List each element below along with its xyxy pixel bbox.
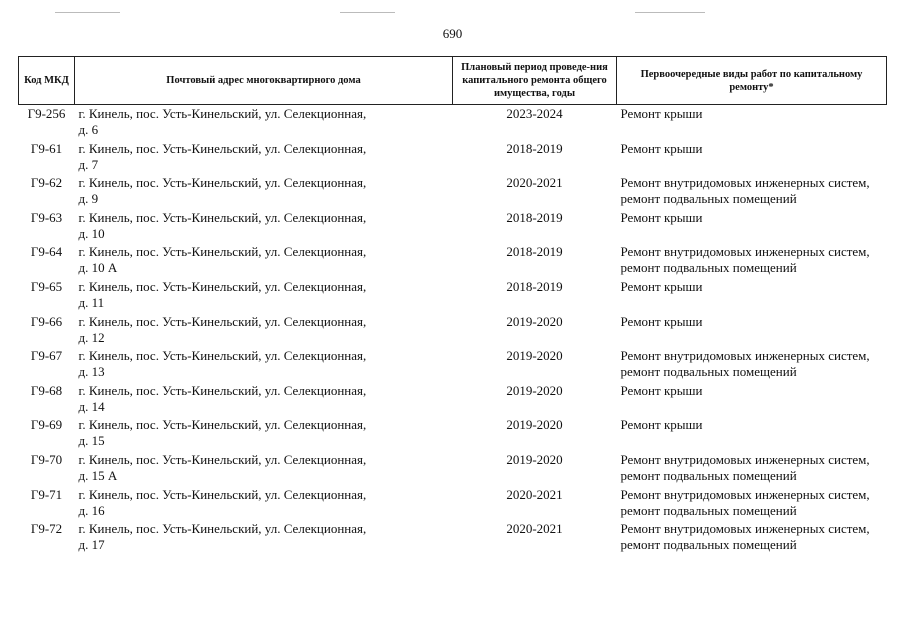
- scan-mark: [635, 12, 705, 13]
- table-row: [19, 210, 887, 245]
- cell-address: [75, 141, 453, 176]
- table-row: [19, 452, 887, 487]
- address-line: г. Кинель, пос. Усть-Кинельский, ул. Селекционная,: [78, 313, 367, 329]
- cell-period: 2018-2019: [506, 209, 563, 225]
- table-row: [19, 417, 887, 452]
- table-row: [19, 383, 887, 418]
- house-number: д. 9: [78, 191, 99, 207]
- header-period: Плановый период проведе-ния капитального ремонта общего имущества, годы: [453, 57, 617, 105]
- cell-period: 2020-2021: [506, 486, 563, 502]
- address-line: г. Кинель, пос. Усть-Кинельский, ул. Селекционная,: [78, 451, 367, 467]
- cell-code: Г9-65: [30, 278, 63, 294]
- cell-code: Г9-64: [30, 244, 63, 260]
- cell-code: Г9-62: [30, 175, 63, 191]
- cell-period: 2020-2021: [506, 175, 563, 191]
- address-line: г. Кинель, пос. Усть-Кинельский, ул. Селекционная,: [78, 278, 367, 294]
- table-row: [19, 348, 887, 383]
- header-code: Код МКД: [19, 57, 75, 105]
- cell-period: 2019-2020: [506, 313, 563, 329]
- cell-works: Ремонт внутридомовых инженерных систем, ремонт подвальных помещений: [620, 175, 870, 207]
- house-number: д. 6: [78, 122, 99, 137]
- cell-works: Ремонт внутридомовых инженерных систем, ремонт подвальных помещений: [620, 486, 870, 518]
- cell-code: Г9-67: [30, 348, 63, 364]
- address-line: г. Кинель, пос. Усть-Кинельский, ул. Селекционная,: [78, 486, 367, 502]
- cell-period: 2018-2019: [506, 140, 563, 156]
- cell-period: 2018-2019: [506, 244, 563, 260]
- table-row: [19, 105, 887, 141]
- house-number: д. 17: [78, 537, 105, 553]
- address-line: г. Кинель, пос. Усть-Кинельский, ул. Селекционная,: [78, 175, 367, 191]
- house-number: д. 10 А: [78, 260, 118, 276]
- house-number: д. 13: [78, 364, 105, 380]
- table-row: [19, 279, 887, 314]
- table-row: [19, 175, 887, 210]
- house-number: д. 12: [78, 329, 105, 345]
- cell-code: Г9-66: [30, 313, 63, 329]
- cell-period: 2023-2024: [506, 106, 563, 121]
- scan-mark: [340, 12, 395, 13]
- house-number: д. 10: [78, 225, 105, 241]
- cell-address: [75, 383, 453, 418]
- cell-code: Г9-72: [30, 521, 63, 537]
- address-line: г. Кинель, пос. Усть-Кинельский, ул. Селекционная,: [78, 209, 367, 225]
- address-line: г. Кинель, пос. Усть-Кинельский, ул. Селекционная,: [78, 140, 367, 156]
- cell-works: Ремонт крыши: [620, 382, 703, 398]
- address-line: г. Кинель, пос. Усть-Кинельский, ул. Селекционная,: [78, 521, 367, 537]
- cell-address: [75, 210, 453, 245]
- cell-code: Г9-61: [30, 140, 63, 156]
- scan-mark: [55, 12, 120, 13]
- cell-period: 2020-2021: [506, 521, 563, 537]
- cell-code: Г9-63: [30, 209, 63, 225]
- cell-works: Ремонт крыши: [620, 313, 703, 329]
- cell-address: [75, 348, 453, 383]
- cell-works: Ремонт внутридомовых инженерных систем, ремонт подвальных помещений: [620, 348, 870, 380]
- cell-address: [75, 521, 453, 556]
- cell-address: [75, 314, 453, 349]
- cell-address: [75, 244, 453, 279]
- page-number: 690: [442, 26, 463, 41]
- cell-works: Ремонт крыши: [620, 209, 703, 225]
- table-row: [19, 521, 887, 556]
- cell-period: 2019-2020: [506, 417, 563, 433]
- house-number: д. 14: [78, 398, 105, 414]
- header-works: Первоочередные виды работ по капитальному ремонту*: [617, 57, 887, 105]
- table-row: [19, 244, 887, 279]
- cell-works: Ремонт внутридомовых инженерных систем, ремонт подвальных помещений: [620, 521, 870, 553]
- cell-period: 2019-2020: [506, 451, 563, 467]
- cell-period: 2018-2019: [506, 278, 563, 294]
- cell-code: Г9-71: [30, 486, 63, 502]
- cell-period: 2019-2020: [506, 348, 563, 364]
- cell-address: [75, 417, 453, 452]
- cell-works: Ремонт крыши: [620, 140, 703, 156]
- cell-code: Г9-256: [27, 106, 66, 121]
- cell-works: Ремонт крыши: [620, 417, 703, 433]
- cell-works: Ремонт внутридомовых инженерных систем, ремонт подвальных помещений: [620, 244, 870, 276]
- cell-works: Ремонт крыши: [620, 278, 703, 294]
- header-address: Почтовый адрес многоквартирного дома: [75, 57, 453, 105]
- table-row: [19, 314, 887, 349]
- address-line: г. Кинель, пос. Усть-Кинельский, ул. Селекционная,: [78, 106, 367, 121]
- house-number: д. 11: [78, 294, 105, 310]
- cell-code: Г9-68: [30, 382, 63, 398]
- address-line: г. Кинель, пос. Усть-Кинельский, ул. Селекционная,: [78, 348, 367, 364]
- cell-address: [75, 105, 453, 141]
- cell-code: Г9-69: [30, 417, 63, 433]
- house-number: д. 7: [78, 156, 99, 172]
- address-line: г. Кинель, пос. Усть-Кинельский, ул. Селекционная,: [78, 244, 367, 260]
- cell-address: [75, 175, 453, 210]
- cell-address: [75, 452, 453, 487]
- house-number: д. 15: [78, 433, 105, 449]
- cell-works: Ремонт крыши: [620, 106, 703, 121]
- repair-plan-table: [18, 56, 887, 556]
- cell-works: Ремонт внутридомовых инженерных систем, ремонт подвальных помещений: [620, 451, 870, 483]
- cell-code: Г9-70: [30, 451, 63, 467]
- address-line: г. Кинель, пос. Усть-Кинельский, ул. Селекционная,: [78, 382, 367, 398]
- cell-address: [75, 487, 453, 522]
- table-row: [19, 487, 887, 522]
- cell-address: [75, 279, 453, 314]
- house-number: д. 15 А: [78, 467, 118, 483]
- table-row: [19, 141, 887, 176]
- table-header-row: [19, 57, 887, 105]
- house-number: д. 16: [78, 502, 105, 518]
- cell-period: 2019-2020: [506, 382, 563, 398]
- address-line: г. Кинель, пос. Усть-Кинельский, ул. Селекционная,: [78, 417, 367, 433]
- table-body: [19, 105, 887, 556]
